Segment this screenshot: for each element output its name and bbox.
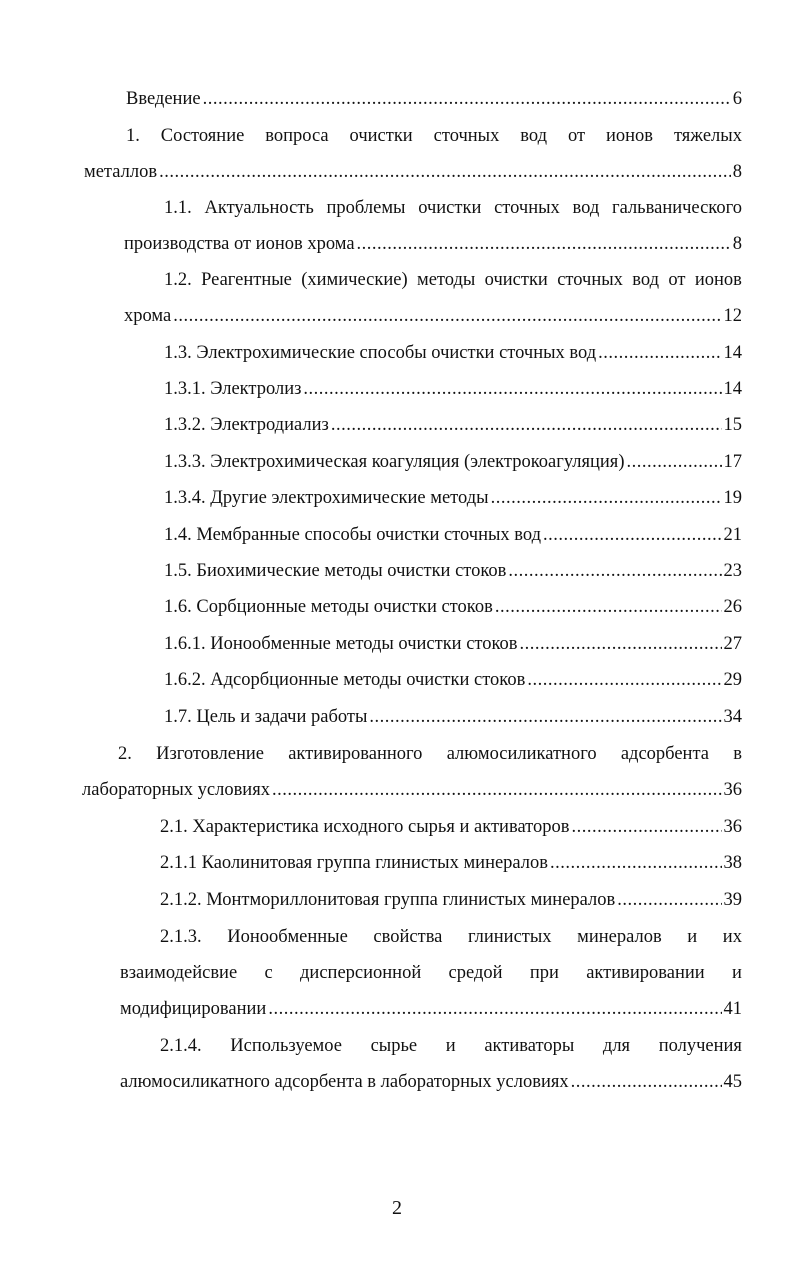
word: очистки (349, 126, 413, 146)
toc-entry-title: 2.1.2. Монтмориллонитовая группа глинистых минералов (160, 890, 616, 910)
toc-entry-s1-1-line1[interactable] (164, 197, 742, 219)
toc-page-number: 8 (732, 234, 742, 254)
leader-dots (520, 633, 722, 655)
word: и (687, 927, 698, 947)
word: и (445, 1036, 456, 1056)
toc-entry-s1-2-line2[interactable] (124, 305, 742, 327)
word: 1.2. (164, 270, 192, 290)
toc-page-number: 38 (723, 853, 742, 873)
word: минералов (577, 927, 662, 947)
word: (химические) (301, 270, 408, 290)
toc-entry-title: 1.6. Сорбционные методы очистки стоков (164, 597, 493, 617)
toc-page-number: 8 (732, 162, 742, 182)
word: и (732, 963, 742, 983)
word: от (567, 126, 586, 146)
toc-page-number: 15 (723, 415, 742, 435)
word: для (602, 1036, 631, 1056)
leader-dots (495, 596, 722, 618)
leader-dots (272, 779, 722, 801)
toc-entry-title: лабораторных условиях (82, 780, 270, 800)
toc-page-number: 36 (723, 817, 742, 837)
toc-entry-title: 1.6.1. Ионообменные методы очистки стоков (164, 634, 518, 654)
toc-entry-s1-3-1[interactable] (164, 378, 742, 400)
leader-dots (527, 669, 721, 691)
toc-page-number: 39 (723, 890, 742, 910)
leader-dots (303, 378, 721, 400)
toc-page-number: 14 (723, 379, 742, 399)
word: 1. (126, 126, 140, 146)
word: адсорбента (620, 744, 709, 764)
toc-entry-s1-6[interactable] (164, 596, 742, 618)
leader-dots (159, 161, 731, 183)
toc-entry-title: 1.5. Биохимические методы очистки стоков (164, 561, 507, 581)
toc-entry-s1-3-4[interactable] (164, 487, 742, 509)
toc-entry-s1-2-line1[interactable] (164, 269, 742, 291)
toc-page-number: 26 (723, 597, 742, 617)
toc-entry-title: 1.3.2. Электродиализ (164, 415, 329, 435)
toc-entry-title: 1.6.2. Адсорбционные методы очистки стоков (164, 670, 526, 690)
toc-entry-s2-1-3-line3[interactable] (120, 998, 742, 1020)
word: 2.1.4. (160, 1036, 202, 1056)
leader-dots (550, 852, 721, 874)
toc-entry-s1-1-line2[interactable] (124, 233, 742, 255)
toc-entry-title: алюмосиликатного адсорбента в лабораторных условиях (120, 1072, 569, 1092)
toc-entry-title: хрома (124, 306, 172, 326)
word: ионов (605, 126, 654, 146)
leader-dots (369, 706, 721, 728)
toc-entry-s1-5[interactable] (164, 560, 742, 582)
word: проблемы (326, 198, 406, 218)
word: взаимодейсвие (120, 963, 238, 983)
word: сырье (370, 1036, 418, 1056)
toc-entry-s2-line1[interactable] (118, 743, 742, 765)
word: вопроса (265, 126, 329, 146)
word: Реагентные (201, 270, 292, 290)
toc-entry-s2-1-3-line1[interactable] (160, 926, 742, 948)
toc-page-number: 21 (723, 525, 742, 545)
toc-page-number: 45 (723, 1072, 742, 1092)
toc-page-number: 23 (723, 561, 742, 581)
toc-entry-s1-3[interactable] (164, 342, 742, 364)
word: Изготовление (156, 744, 264, 764)
toc-entry-s1-7[interactable] (164, 706, 742, 728)
toc-entry-title: 1.3. Электрохимические способы очистки сточных вод (164, 343, 597, 363)
leader-dots (571, 1071, 722, 1093)
leader-dots (203, 88, 731, 110)
toc-entry-title: модифицировании (120, 999, 267, 1019)
word: вод (632, 270, 660, 290)
word: гальванического (611, 198, 742, 218)
word: активированного (288, 744, 423, 764)
toc-entry-title: производства от ионов хрома (124, 234, 355, 254)
word: алюмосиликатного (446, 744, 597, 764)
word: 2.1.3. (160, 927, 202, 947)
word: при (529, 963, 559, 983)
leader-dots (331, 414, 722, 436)
leader-dots (626, 451, 721, 473)
word: их (722, 927, 742, 947)
toc-page-number: 19 (723, 488, 742, 508)
toc-entry-title: 1.3.3. Электрохимическая коагуляция (электрокоагуляция) (164, 452, 625, 472)
word: с (264, 963, 273, 983)
word: очистки (418, 198, 482, 218)
word: тяжелых (673, 126, 742, 146)
toc-page-number: 29 (723, 670, 742, 690)
toc-entry-s2-1[interactable] (160, 816, 742, 838)
toc-entry-intro[interactable] (126, 88, 742, 110)
toc-entry-s2-1-3-line2[interactable] (120, 962, 742, 984)
toc-entry-title: 2.1. Характеристика исходного сырья и активаторов (160, 817, 570, 837)
toc-entry-title: 1.7. Цель и задачи работы (164, 707, 368, 727)
leader-dots (508, 560, 721, 582)
word: очистки (484, 270, 548, 290)
word: методы (416, 270, 476, 290)
toc-entry-title: 1.3.4. Другие электрохимические методы (164, 488, 489, 508)
toc-page-number: 6 (732, 89, 742, 109)
leader-dots (173, 305, 721, 327)
toc-entry-title: 2.1.1 Каолинитовая группа глинистых минералов (160, 853, 549, 873)
toc-entry-s2-1-4-line1[interactable] (160, 1035, 742, 1057)
word: дисперсионной (300, 963, 422, 983)
toc-page-number: 14 (723, 343, 742, 363)
toc-entry-s2-1-4-line2[interactable] (120, 1071, 742, 1093)
leader-dots (543, 524, 721, 546)
toc-entry-s2-1-2[interactable] (160, 889, 742, 911)
word: активаторы (484, 1036, 575, 1056)
leader-dots (598, 342, 721, 364)
word: Ионообменные (227, 927, 348, 947)
word: вод (572, 198, 600, 218)
toc-page-number: 41 (723, 999, 742, 1019)
word: вод (520, 126, 548, 146)
toc-entry-title: 1.3.1. Электролиз (164, 379, 302, 399)
word: от (668, 270, 686, 290)
word: сточных (557, 270, 623, 290)
toc-entry-s1-6-1[interactable] (164, 633, 742, 655)
leader-dots (491, 487, 722, 509)
toc-entry-s1-4[interactable] (164, 524, 742, 546)
leader-dots (268, 998, 721, 1020)
leader-dots (572, 816, 722, 838)
toc-page-number: 27 (723, 634, 742, 654)
toc-page-number: 36 (723, 780, 742, 800)
word: сточных (433, 126, 500, 146)
toc-entry-s1-3-2[interactable] (164, 414, 742, 436)
toc-entry-s1-line1[interactable] (126, 125, 742, 147)
word: активировании (586, 963, 705, 983)
toc-entry-s1-line2[interactable] (84, 161, 742, 183)
word: средой (448, 963, 503, 983)
page-number: 2 (392, 1197, 402, 1219)
toc-entry-title: 1.4. Мембранные способы очистки сточных вод (164, 525, 542, 545)
leader-dots (357, 233, 731, 255)
word: получения (658, 1036, 742, 1056)
toc-entry-s2-line2[interactable] (82, 779, 742, 801)
toc-entry-s1-6-2[interactable] (164, 669, 742, 691)
toc-entry-s1-3-3[interactable] (164, 451, 742, 473)
word: Используемое (230, 1036, 342, 1056)
toc-entry-title: металлов (84, 162, 158, 182)
word: в (733, 744, 742, 764)
word: 1.1. (164, 198, 192, 218)
word: Состояние (160, 126, 245, 146)
toc-page-number: 17 (723, 452, 742, 472)
toc-entry-s2-1-1[interactable] (160, 852, 742, 874)
word: сточных (494, 198, 560, 218)
word: глинистых (467, 927, 552, 947)
word: Актуальность (204, 198, 314, 218)
toc-page-number: 34 (723, 707, 742, 727)
word: свойства (373, 927, 443, 947)
toc-entry-title: Введение (126, 89, 201, 109)
toc-page-number: 12 (723, 306, 742, 326)
word: 2. (118, 744, 132, 764)
word: ионов (694, 270, 742, 290)
leader-dots (617, 889, 721, 911)
